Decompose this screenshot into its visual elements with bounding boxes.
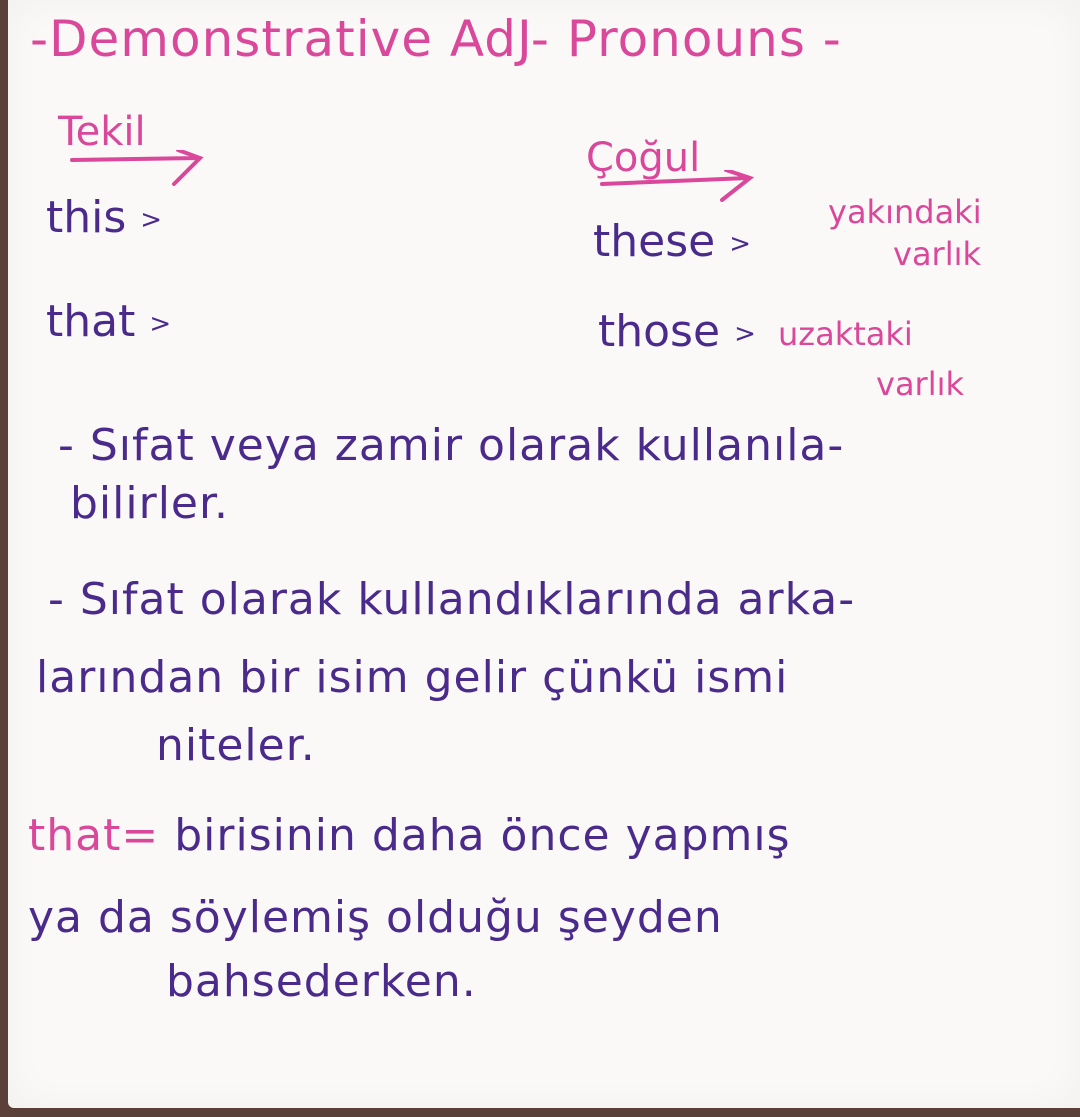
paragraph1-line1: - Sıfat veya zamir olarak kullanıla-	[58, 420, 845, 471]
note-far-line1: uzaktaki	[778, 315, 913, 353]
paragraph3-line3: bahsederken.	[166, 956, 477, 1007]
page-title: -Demonstrative AdJ- Pronouns -	[30, 10, 842, 68]
note-far-line2: varlık	[876, 365, 965, 403]
word-these: these >	[593, 216, 751, 267]
that-term: that=	[28, 810, 160, 861]
paragraph2-line3: niteler.	[156, 720, 316, 771]
word-that: that >	[46, 296, 172, 347]
plural-header: Çoğul	[586, 135, 701, 181]
singular-header: Tekil	[58, 109, 146, 155]
paragraph3-line1: that= birisinin daha önce yapmış	[28, 810, 791, 861]
word-those: those >	[598, 306, 756, 357]
paragraph3-line2: ya da söylemiş olduğu şeyden	[28, 892, 723, 943]
paragraph2-line2: larından bir isim gelir çünkü ismi	[36, 652, 789, 703]
notebook-page	[8, 0, 1080, 1108]
paragraph1-line2: bilirler.	[70, 478, 230, 529]
paragraph2-line1: - Sıfat olarak kullandıklarında arka-	[48, 574, 856, 625]
plural-arrow-icon	[598, 170, 758, 204]
word-this: this >	[46, 192, 163, 243]
singular-arrow-icon	[68, 150, 208, 190]
note-near-line2: varlık	[893, 235, 982, 273]
note-near-line1: yakındaki	[828, 193, 982, 231]
